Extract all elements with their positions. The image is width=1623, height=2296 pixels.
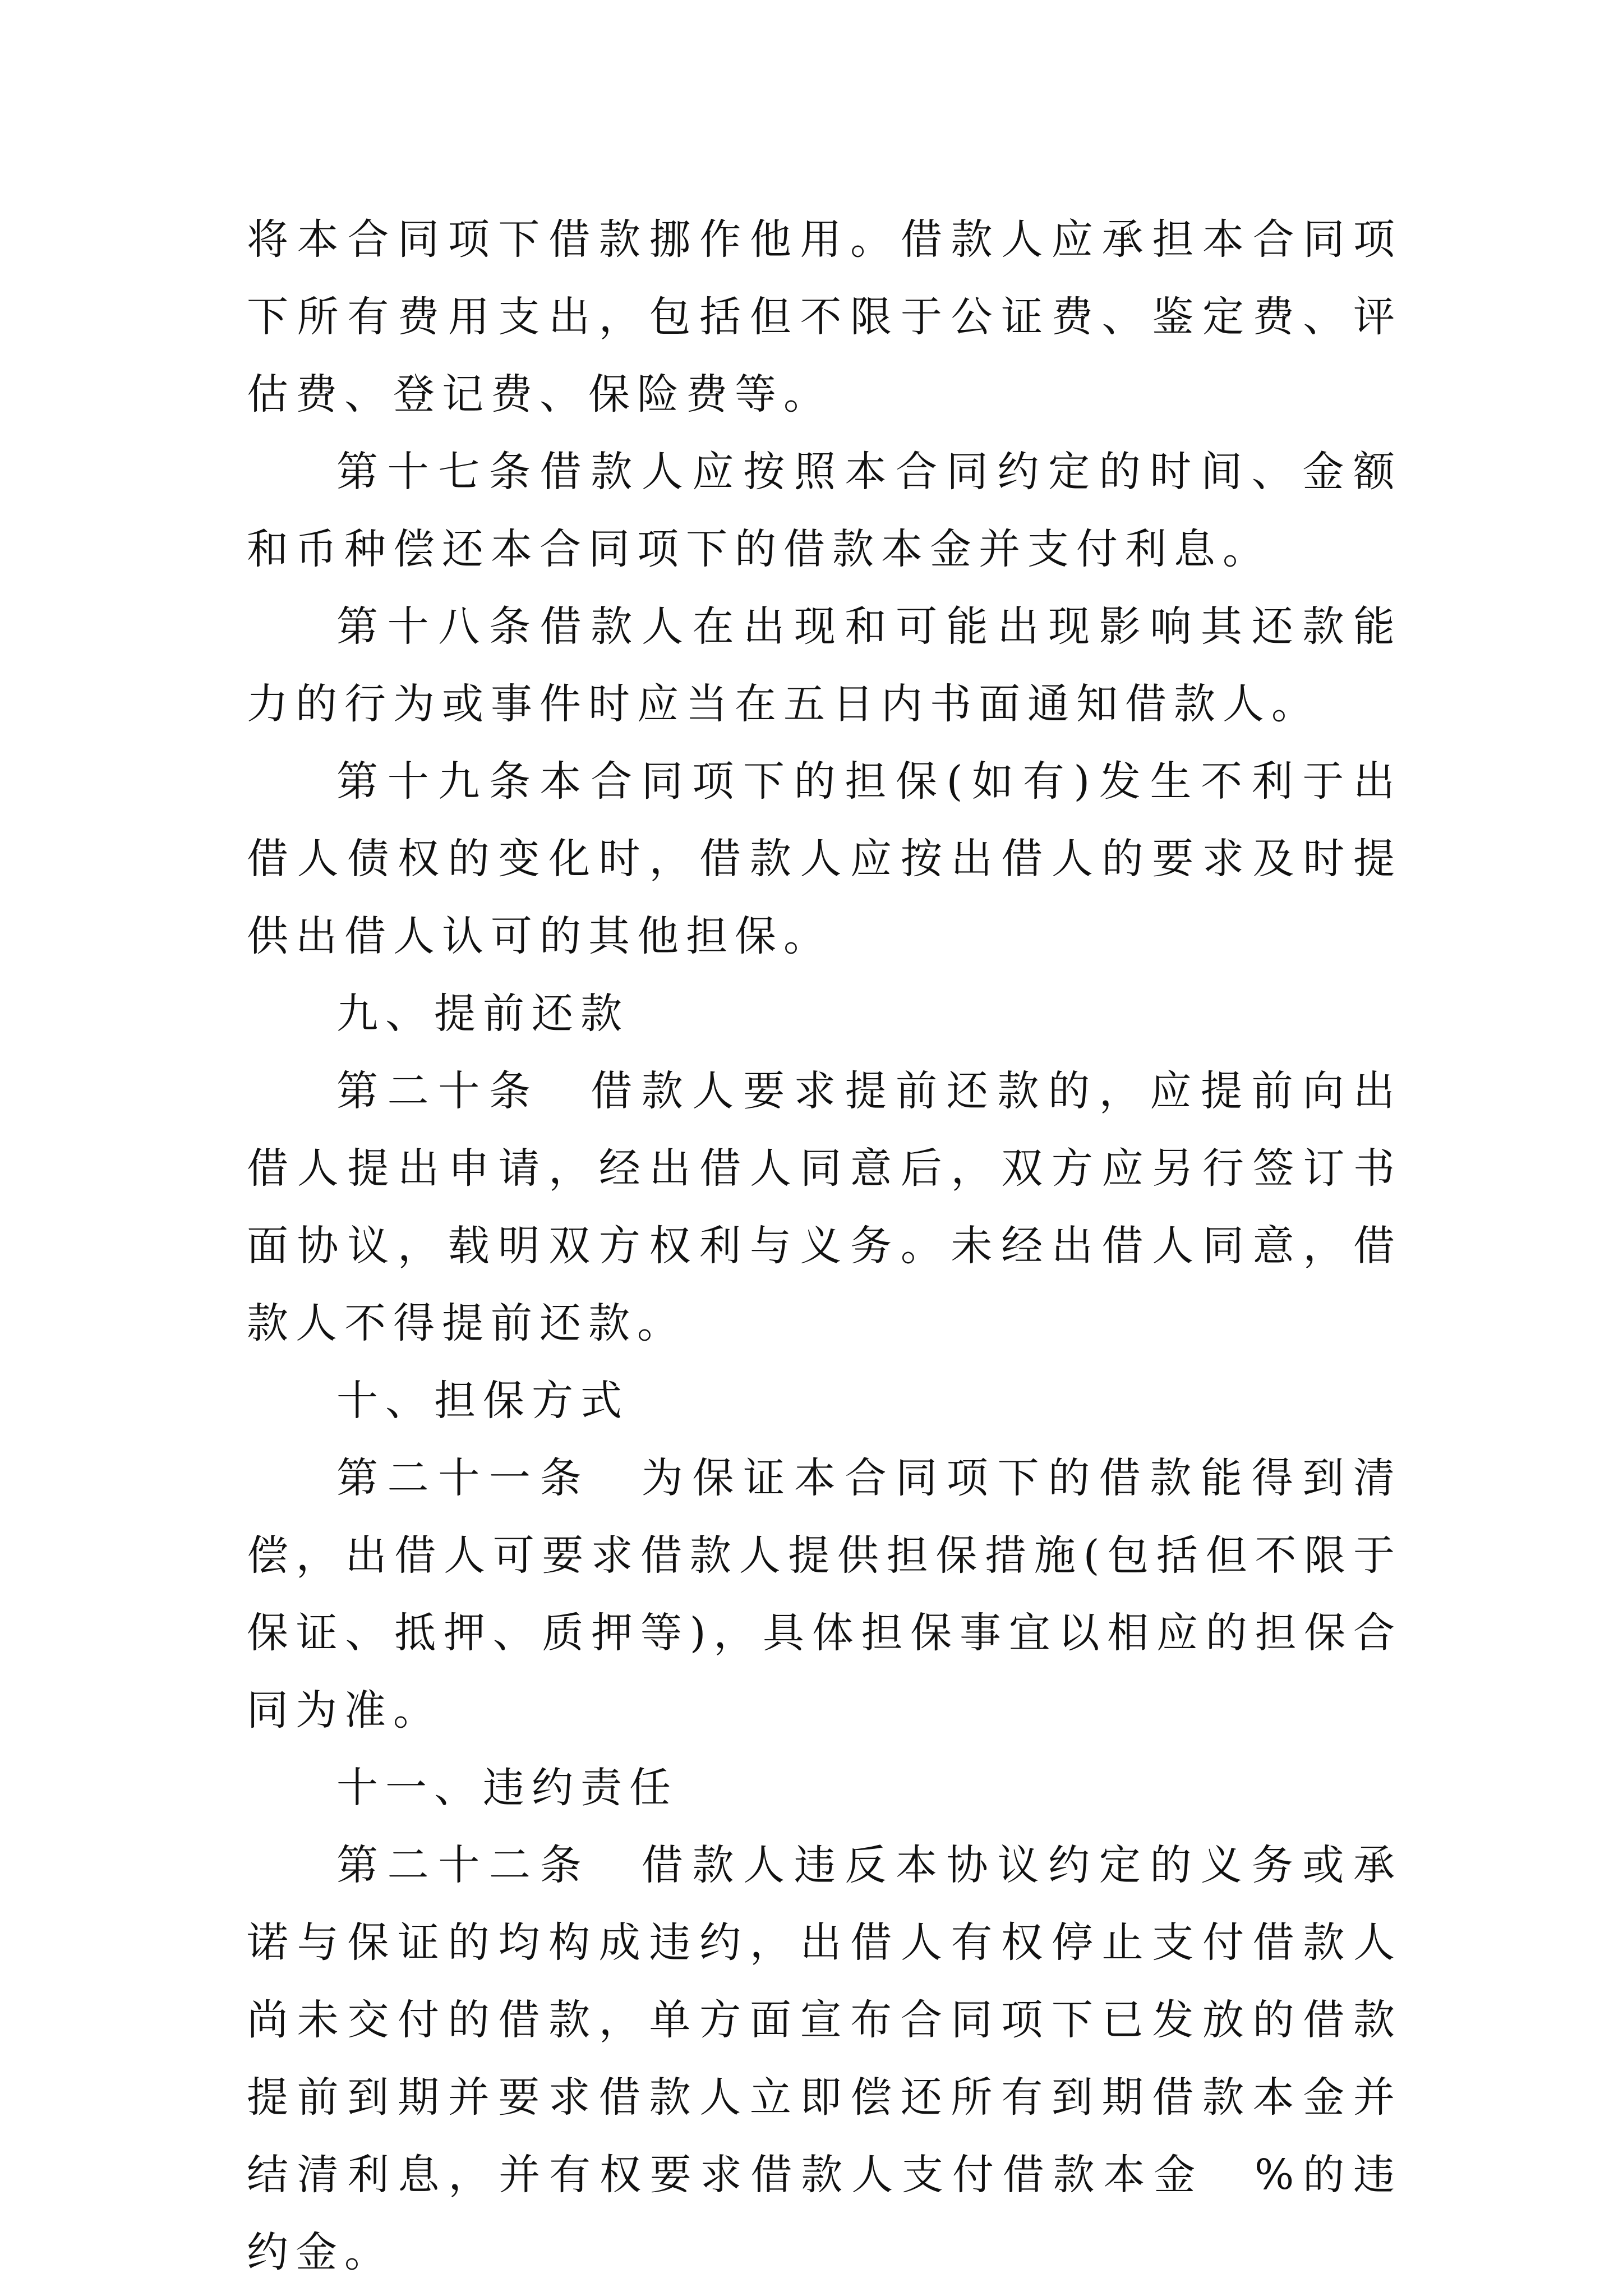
article-20: 第二十条 借款人要求提前还款的，应提前向出借人提出申请，经出借人同意后，双方应另行签订书面协议，载明双方权利与义务。未经出借人同意，借款人不得提前还款。 [247, 1067, 1402, 1347]
section-heading-11: 十一、违约责任 [336, 1764, 678, 1812]
paragraph-continuation: 将本合同项下借款挪作他用。借款人应承担本合同项下所有费用支出，包括但不限于公证费、鉴定费、评估费、登记费、保险费等。 [247, 215, 1402, 418]
article-17: 第十七条借款人应按照本合同约定的时间、金额和币种偿还本合同项下的借款本金并支付利息。 [247, 448, 1402, 573]
section-heading-10: 十、担保方式 [336, 1377, 629, 1425]
article-21: 第二十一条 为保证本合同项下的借款能得到清偿，出借人可要求借款人提供担保措施(包括但不限于保证、抵押、质押等)，具体担保事宜以相应的担保合同为准。 [247, 1454, 1402, 1734]
section-heading-9: 九、提前还款 [336, 990, 629, 1038]
article-19: 第十九条本合同项下的担保(如有)发生不利于出借人债权的变化时，借款人应按出借人的要求及时提供出借人认可的其他担保。 [247, 757, 1402, 960]
article-22: 第二十二条 借款人违反本协议约定的义务或承诺与保证的均构成违约，出借人有权停止支付借款人尚未交付的借款，单方面宣布合同项下已发放的借款提前到期并要求借款人立即偿还所有到期借款本金并结清利息，并有权要求借款人支付借款本金 %的违约金。 [247, 1841, 1402, 2276]
article-18: 第十八条借款人在出现和可能出现影响其还款能力的行为或事件时应当在五日内书面通知借款人。 [247, 602, 1402, 728]
contract-body [247, 201, 1402, 2291]
